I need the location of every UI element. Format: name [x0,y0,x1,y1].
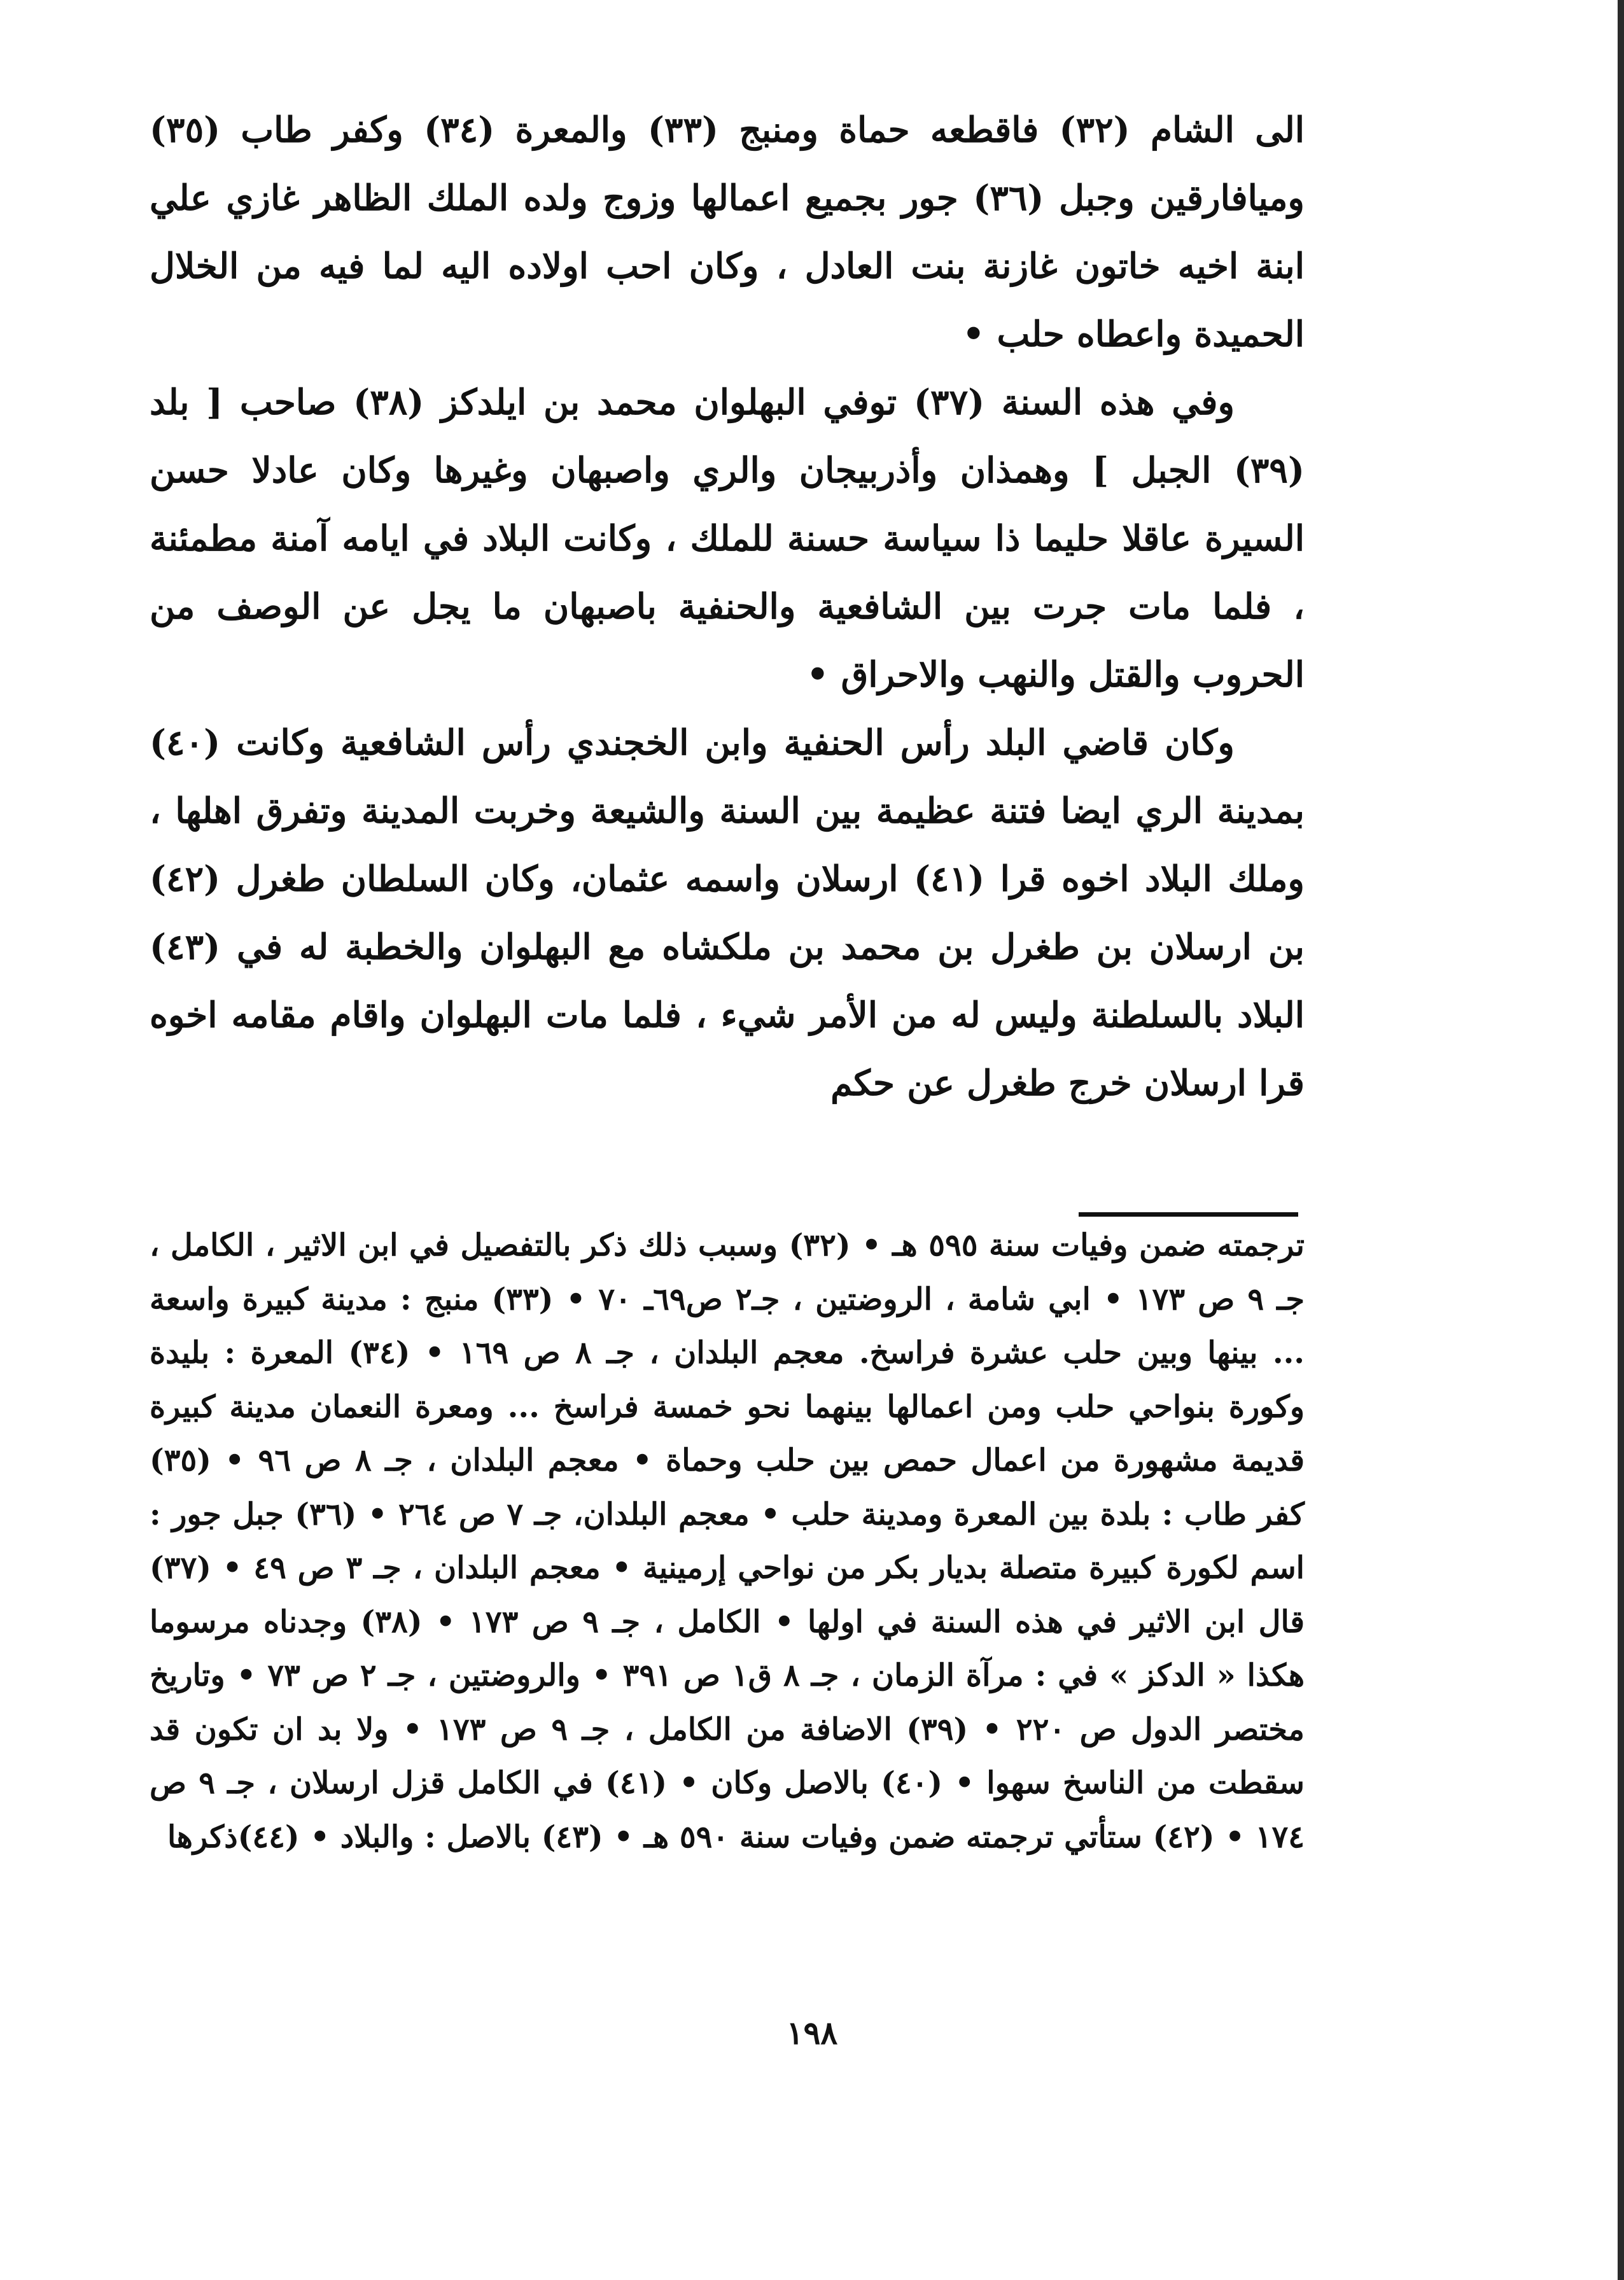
page-edge-border [1618,0,1624,2280]
paragraph-1: الى الشام (٣٢) فاقطعه حماة ومنبج (٣٣) والمعرة (٣٤) وكفر طاب (٣٥) وميافارقين وجبل (٣٦) جور بجميع اعمالها وزوج ولده الملك الظاهر غازي علي ابنة اخيه خاتون غازنة بنت العادل ، وكان احب اولاده اليه لما فيه من الخلال الحميدة واعطاه حلب • [150,109,1305,354]
paragraph-2: وفي هذه السنة (٣٧) توفي البهلوان محمد بن ايلدكز (٣٨) صاحب [ بلد (٣٩) الجبل ] وهمذان وأذربيجان والري واصبهان وغيرها وكان عادلا حسن السيرة عاقلا حليما ذا سياسة حسنة للملك ، وكانت البلاد في ايامه آمنة مطمئنة ، فلما مات جرت بين الشافعية والحنفية باصبهان ما يجل عن الوصف من الحروب والقتل والنهب والاحراق • [150,381,1305,695]
footnotes: ترجمته ضمن وفيات سنة ٥٩٥ هـ • (٣٢) وسبب ذلك ذكر بالتفصيل في ابن الاثير ، الكامل ، جـ ٩ ص ١٧٣ • ابي شامة ، الروضتين ، جـ٢ ص٦٩ـ ٧٠ • (٣٣) منبج : مدينة كبيرة واسعة ... بينها وبين حلب عشرة فراسخ. معجم البلدان ، جـ ٨ ص ١٦٩ • (٣٤) المعرة : بليدة وكورة بنواحي حلب ومن اعمالها بينهما نحو خمسة فراسخ ... ومعرة النعمان مدينة كبيرة قديمة مشهورة من اعمال حمص بين حلب وحماة • معجم البلدان ، جـ ٨ ص ٩٦ • (٣٥) كفر طاب : بلدة بين المعرة ومدينة حلب • معجم البلدان، جـ ٧ ص ٢٦٤ • (٣٦) جبل جور : اسم لكورة كبيرة متصلة بديار بكر من نواحي إرمينية • معجم البلدان ، جـ ٣ ص ٤٩ • (٣٧) قال ابن الاثير في هذه السنة في اولها • الكامل ، جـ ٩ ص ١٧٣ • (٣٨) وجدناه مرسوما هكذا « الدكز » في : مرآة الزمان ، جـ ٨ ق١ ص ٣٩١ • والروضتين ، جـ ٢ ص ٧٣ • وتاريخ مختصر الدول ص ٢٢٠ • (٣٩) الاضافة من الكامل ، جـ ٩ ص ١٧٣ • ولا بد ان تكون قد سقطت من الناسخ سهوا • (٤٠) بالاصل وكان • (٤١) في الكامل قزل ارسلان ، جـ ٩ ص ١٧٤ • (٤٢) ستأتي ترجمته ضمن وفيات سنة ٥٩٠ هـ • (٤٣) بالاصل : والبلاد • (٤٤)ذكرها [150,1227,1305,1855]
main-text [150,95,1305,1117]
page-number: ١٩٨ [786,2014,838,2052]
paragraph-3: وكان قاضي البلد رأس الحنفية وابن الخجندي رأس الشافعية وكانت (٤٠) بمدينة الري ايضا فتنة عظيمة بين السنة والشيعة وخربت المدينة وتفرق اهلها ، وملك البلاد اخوه قرا (٤١) ارسلان واسمه عثمان، وكان السلطان طغرل (٤٢) بن ارسلان بن طغرل بن محمد بن ملكشاه مع البهلوان والخطبة له في (٤٣) البلاد بالسلطنة وليس له من الأمر شيء ، فلما مات البهلوان واقام مقامه اخوه قرا ارسلان خرج طغرل عن حكم [150,722,1305,1103]
footnote-separator [1079,1212,1298,1217]
